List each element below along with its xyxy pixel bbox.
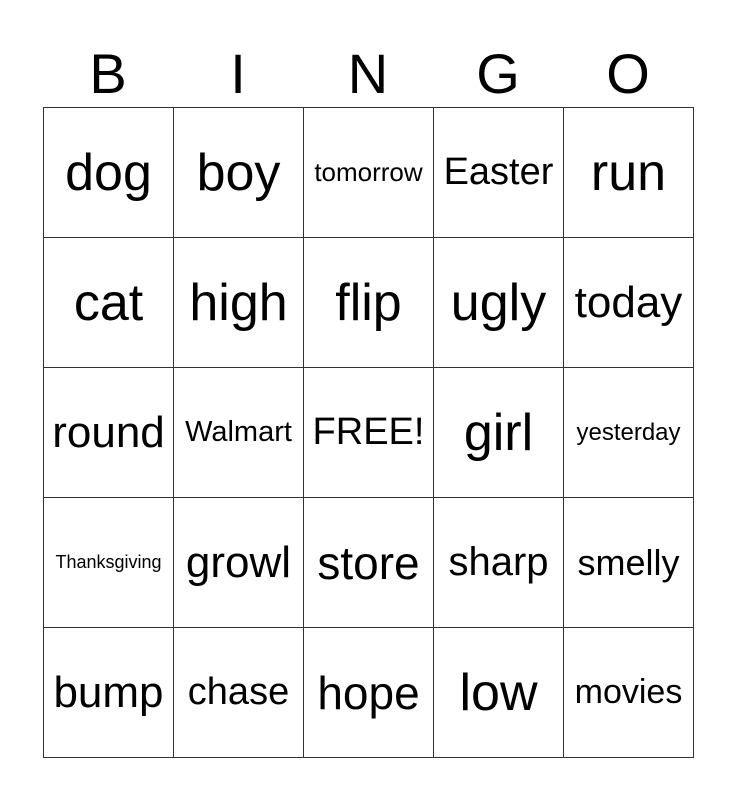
bingo-header [43, 40, 693, 108]
bingo-cell: Walmart [174, 368, 304, 498]
bingo-cell: low [434, 628, 564, 758]
bingo-cell: movies [564, 628, 694, 758]
header-letter-g: G [476, 42, 520, 105]
bingo-cell: round [44, 368, 174, 498]
bingo-cell: hope [304, 628, 434, 758]
bingo-cell: high [174, 238, 304, 368]
header-letter-b: B [89, 42, 127, 105]
bingo-cell: FREE! [304, 368, 434, 498]
bingo-cell: bump [44, 628, 174, 758]
bingo-cell: sharp [434, 498, 564, 628]
header-letter-n: N [347, 42, 389, 105]
bingo-cell: tomorrow [304, 108, 434, 238]
bingo-cell: growl [174, 498, 304, 628]
bingo-cell: Thanksgiving [44, 498, 174, 628]
bingo-cell: flip [304, 238, 434, 368]
bingo-cell: ugly [434, 238, 564, 368]
bingo-cell: today [564, 238, 694, 368]
bingo-cell: store [304, 498, 434, 628]
bingo-cell: Easter [434, 108, 564, 238]
bingo-cell: yesterday [564, 368, 694, 498]
bingo-cell: chase [174, 628, 304, 758]
bingo-cell: smelly [564, 498, 694, 628]
bingo-cell: dog [44, 108, 174, 238]
bingo-cell: boy [174, 108, 304, 238]
bingo-cell: run [564, 108, 694, 238]
header-letter-o: O [606, 42, 650, 105]
bingo-cell: cat [44, 238, 174, 368]
header-letter-i: I [230, 42, 246, 105]
bingo-grid [43, 107, 694, 758]
bingo-cell: girl [434, 368, 564, 498]
